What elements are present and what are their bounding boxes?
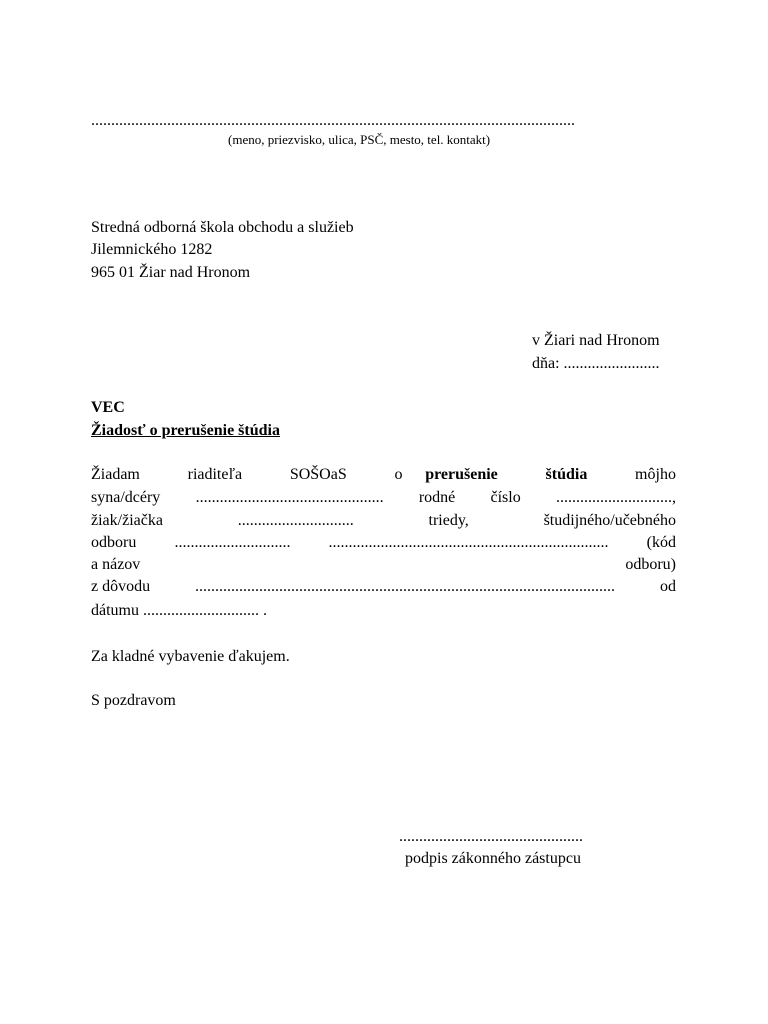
body-row-4	[91, 532, 676, 554]
body-word: syna/dcéry	[91, 489, 161, 506]
body-word: (kód	[646, 534, 676, 551]
date-label: dňa:	[532, 355, 560, 372]
body-word: o	[394, 466, 403, 483]
date-dots: ........................	[563, 355, 660, 372]
date-line	[532, 353, 660, 375]
body-row-6	[91, 576, 676, 598]
body-row-3	[91, 510, 676, 532]
body-fill: .........................................................................................................	[195, 578, 616, 595]
body-row-7: dátumu ............................. .	[91, 602, 267, 619]
body-fill: ......................................................................	[328, 534, 609, 551]
signature-line: ..............................................	[399, 828, 583, 845]
body-fill: ...............................................	[195, 489, 384, 506]
body-word: žiak/žiačka	[91, 512, 163, 529]
body-word: odboru	[91, 534, 137, 551]
signature-label: podpis zákonného zástupcu	[405, 850, 581, 867]
body-word-bold: prerušenie	[425, 466, 498, 483]
body-word: rodné	[418, 489, 456, 506]
body-word: číslo	[490, 489, 521, 506]
body-word: môjho	[635, 466, 676, 483]
body-row-2	[91, 487, 676, 509]
body-word: od	[659, 578, 676, 595]
closing-regards: S pozdravom	[91, 692, 176, 709]
body-row-5	[91, 554, 676, 576]
body-word: SOŠOaS	[289, 466, 347, 483]
recipient-city: 965 01 Žiar nad Hronom	[91, 264, 251, 281]
subject-title: Žiadosť o prerušenie štúdia	[91, 422, 280, 439]
body-word: odboru)	[625, 556, 676, 573]
body-row-1	[91, 464, 676, 486]
place: v Žiari nad Hronom	[532, 332, 660, 349]
recipient-street: Jilemnického 1282	[91, 241, 213, 258]
subject-label: VEC	[91, 399, 125, 416]
sender-hint: (meno, priezvisko, ulica, PSČ, mesto, tel. kontakt)	[228, 132, 491, 147]
body-fill: .............................	[237, 512, 354, 529]
body-word: z dôvodu	[91, 578, 151, 595]
recipient-name: Stredná odborná škola obchodu a služieb	[91, 219, 354, 236]
body-word-bold: štúdia	[545, 466, 588, 483]
body-word: triedy,	[428, 512, 469, 529]
body-word: Žiadam	[91, 466, 140, 483]
body-word: študijného/učebného	[543, 512, 676, 529]
body-fill: .............................	[174, 534, 291, 551]
body-word: a názov	[91, 556, 141, 573]
body-fill: .............................,	[555, 489, 676, 506]
closing-thanks: Za kladné vybavenie ďakujem.	[91, 648, 290, 665]
sender-fill-line: .........................................................................................................................	[91, 112, 575, 129]
body-word: riaditeľa	[187, 466, 243, 483]
